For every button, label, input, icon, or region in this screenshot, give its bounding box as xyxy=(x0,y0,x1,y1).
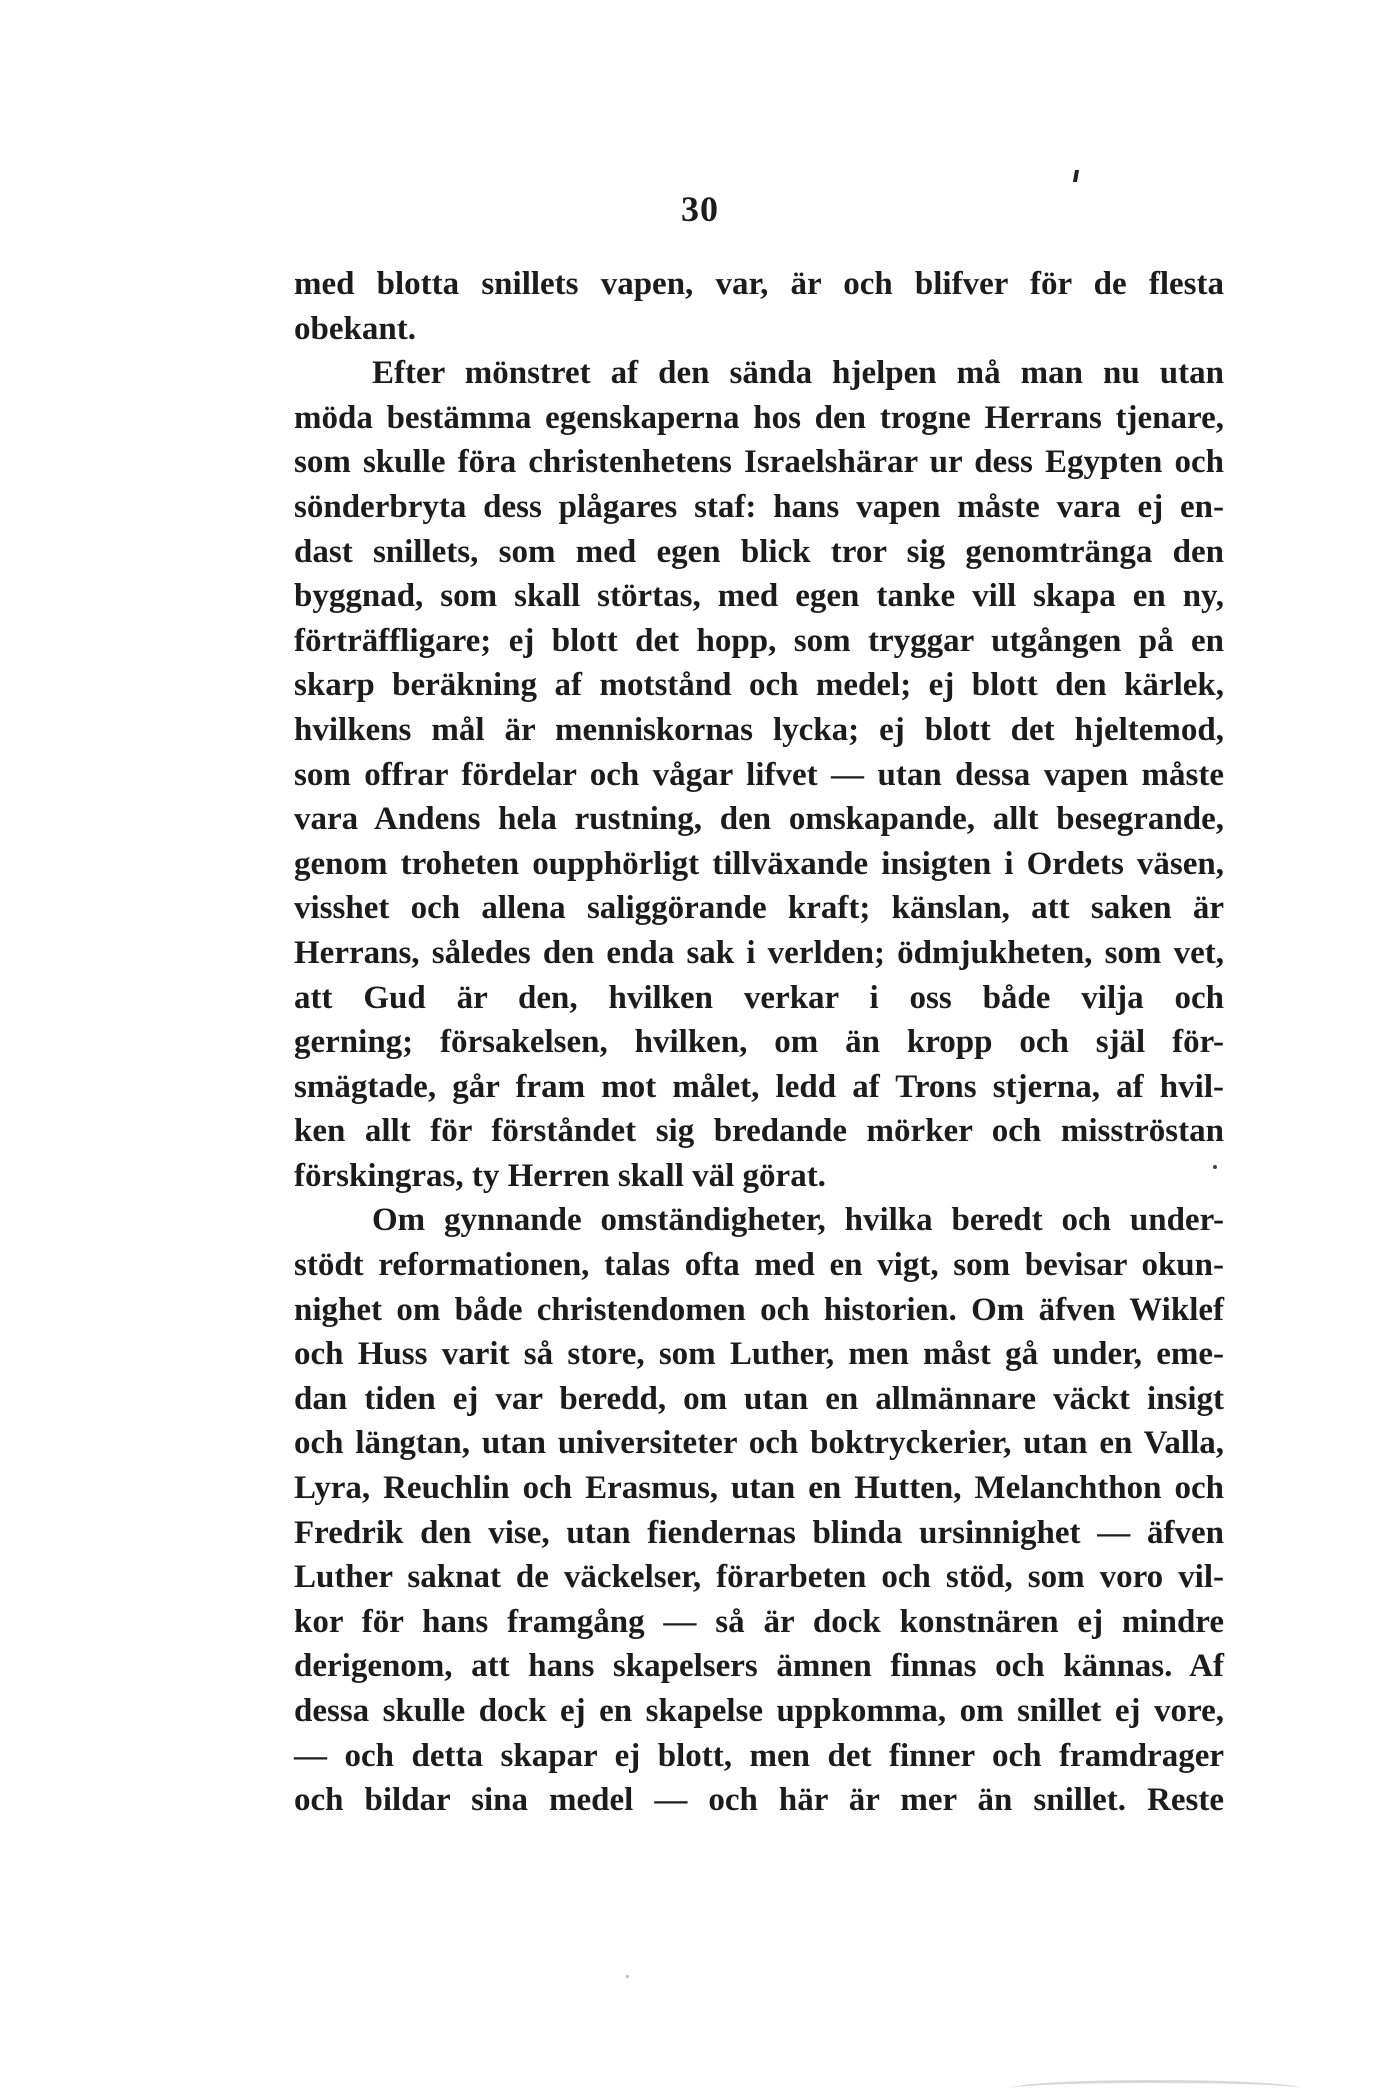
text-line: och längtan, utan universiteter och boktryckerier, utan en Valla, xyxy=(294,1425,1224,1462)
paragraph-start-line: Efter mönstret af den sända hjelpen må man nu utan xyxy=(372,355,1224,392)
text-line: nighet om både christendomen och historien. Om äfven Wiklef xyxy=(294,1291,1224,1328)
text-line: Fredrik den vise, utan fiendernas blinda ursinnighet — äfven xyxy=(294,1514,1224,1551)
print-speck xyxy=(1213,1165,1217,1169)
text-line: och bildar sina medel — och här är mer än snillet. Reste xyxy=(294,1782,1224,1819)
text-line: smägtade, går fram mot målet, ledd af Trons stjerna, af hvil- xyxy=(294,1068,1224,1105)
text-line: hvilkens mål är menniskornas lycka; ej blott det hjeltemod, xyxy=(294,711,1224,748)
text-line: och Huss varit så store, som Luther, men måst gå under, eme- xyxy=(294,1336,1224,1373)
print-speck xyxy=(626,1975,629,1978)
text-line: med blotta snillets vapen, var, är och blifver för de flesta xyxy=(294,266,1224,302)
text-line: genom troheten oupphörligt tillväxande insigten i Ordets väsen, xyxy=(294,845,1224,882)
text-line: visshet och allena saliggörande kraft; känslan, att saken är xyxy=(294,890,1224,927)
text-line: derigenom, att hans skapelsers ämnen finnas och kännas. Af xyxy=(294,1648,1224,1685)
text-line: — och detta skapar ej blott, men det finner och framdrager xyxy=(294,1737,1224,1774)
text-line: byggnad, som skall störtas, med egen tanke vill skapa en ny, xyxy=(294,578,1224,615)
text-line: att Gud är den, hvilken verkar i oss både vilja och xyxy=(294,979,1224,1016)
text-line: möda bestämma egenskaperna hos den trogne Herrans tjenare, xyxy=(294,399,1224,436)
ink-mark xyxy=(1073,170,1079,182)
scan-smudge xyxy=(1010,2080,1300,2097)
text-line: Herrans, således den enda sak i verlden; ödmjukheten, som vet, xyxy=(294,934,1224,971)
text-line: dessa skulle dock ej en skapelse uppkomma, om snillet ej vore, xyxy=(294,1693,1224,1729)
text-line: som skulle föra christenhetens Israelshärar ur dess Egypten och xyxy=(294,444,1224,481)
text-line: obekant. xyxy=(294,310,416,347)
paragraph-start-line: Om gynnande omständigheter, hvilka beredt och under- xyxy=(372,1202,1224,1239)
text-line: skarp beräkning af motstånd och medel; ej blott den kärlek, xyxy=(294,667,1224,704)
text-line: ken allt för förståndet sig bredande mörker och misströstan xyxy=(294,1113,1224,1150)
text-line: som offrar fördelar och vågar lifvet — utan dessa vapen måste xyxy=(294,756,1224,793)
text-line: dan tiden ej var beredd, om utan en allmännare väckt insigt xyxy=(294,1380,1224,1417)
text-line: sönderbryta dess plågares staf: hans vapen måste vara ej en- xyxy=(294,488,1224,525)
text-line: vara Andens hela rustning, den omskapande, allt besegrande, xyxy=(294,801,1224,838)
text-line: förskingras, ty Herren skall väl görat. xyxy=(294,1157,826,1194)
text-line: dast snillets, som med egen blick tror sig genomtränga den xyxy=(294,533,1224,570)
text-line: kor för hans framgång — så är dock konstnären ej mindre xyxy=(294,1603,1224,1640)
page-number: 30 xyxy=(681,189,719,229)
text-line: stödt reformationen, talas ofta med en vigt, som bevisar okun- xyxy=(294,1247,1224,1284)
text-line: gerning; försakelsen, hvilken, om än kropp och själ för- xyxy=(294,1024,1224,1061)
text-line: Lyra, Reuchlin och Erasmus, utan en Hutten, Melanchthon och xyxy=(294,1470,1224,1507)
body-text xyxy=(294,262,1224,1823)
text-line: förträffligare; ej blott det hopp, som tryggar utgången på en xyxy=(294,622,1224,659)
text-line: Luther saknat de väckelser, förarbeten och stöd, som voro vil- xyxy=(294,1559,1224,1596)
